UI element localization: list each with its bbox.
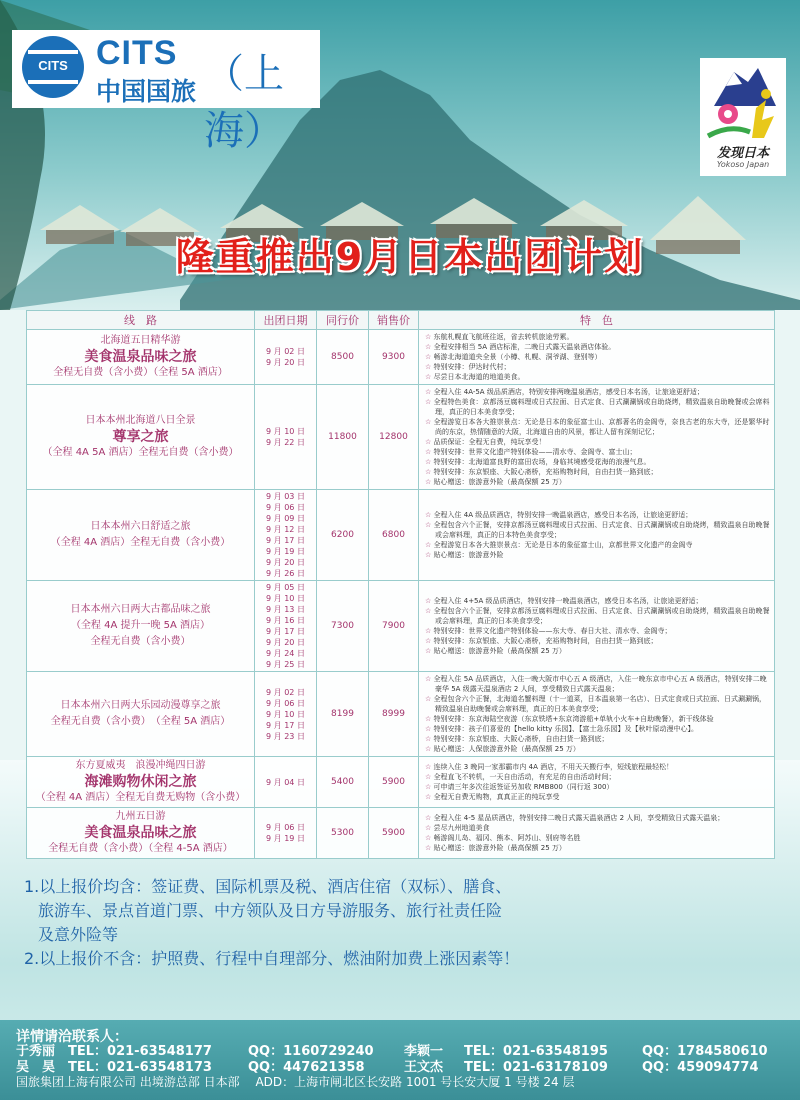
route-cell xyxy=(27,385,255,490)
peer-price-cell: 7300 xyxy=(317,581,369,672)
feature-item: ☆ 全程游览日本各大推崇景点：无论是日本的象征富士山、京都著名的金阁寺，奈良古老的东大寺，还是繁华时尚的东京，热情随意的大阪，北海道自由的风景，都让人留有深刻记忆； xyxy=(425,417,770,437)
column-header-peer-price: 同行价 xyxy=(317,311,369,330)
globe-band xyxy=(28,80,78,84)
feature-item: ☆ 特别安排：东京银座、大阪心斋桥，自由扫货一路到底； xyxy=(425,734,770,744)
logo-chinese-name: 中国国旅 xyxy=(96,77,197,106)
features-cell xyxy=(419,385,775,490)
table-row xyxy=(27,385,775,490)
departure-dates-cell: 9 月 06 日 9 月 19 日 xyxy=(255,808,317,859)
feature-item: ☆ 尽尝日本北海道的地道美食。 xyxy=(425,372,770,382)
price-notes xyxy=(24,875,584,971)
route-line: （全程 4A 酒店）全程无自费（含小费） xyxy=(50,537,231,548)
peer-price-cell: 6200 xyxy=(317,490,369,581)
feature-item: ☆ 特别安排：世界文化遗产特别体验——东大寺、春日大社、清水寺、金阁寺； xyxy=(425,626,770,636)
feature-list xyxy=(425,813,770,853)
feature-item: ☆ 全程包含六个正餐，北海道名蟹料理（十一道菜，日本温泉第一名店）、日式定食或日式拉面、日式涮涮锅，精致温泉自助晚餐或会席料理，真正的日本美食享受； xyxy=(425,694,770,714)
feature-item: ☆ 全程入住 4+5A 级品质酒店，特别安排一晚温泉酒店，感受日本名汤，让旅途更舒适； xyxy=(425,596,770,606)
features-cell xyxy=(419,490,775,581)
sale-price-cell: 7900 xyxy=(369,581,419,672)
contact-qq: QQ：447621358 xyxy=(248,1060,365,1075)
feature-item: ☆ 全程无自费无购物，真真正正的纯玩享受 xyxy=(425,792,770,802)
feature-item: ☆ 全程入住 5A 品质酒店，入住一晚大阪市中心五 A 级酒店，入住一晚东京市中心五 A 级酒店，特别安排二晚豪华 5A 级露天温泉酒店 2 人间，享受精致日式露天温泉； xyxy=(425,674,770,694)
feature-item: ☆ 特别安排：东京银座、大阪心斋桥，充裕购物时间，自由扫货一路到底； xyxy=(425,467,770,477)
route-line: 全程无自费（含小费）（全程 4-5A 酒店） xyxy=(48,843,233,854)
column-header-sale-price: 销售价 xyxy=(369,311,419,330)
route-line: 全程无自费（含小费） xyxy=(90,636,191,647)
route-line: 美食温泉品味之旅 xyxy=(84,349,197,365)
contact-qq: QQ：1160729240 xyxy=(248,1044,374,1059)
note-includes-cont: 及意外险等 xyxy=(38,925,119,944)
note-excludes: 2.以上报价不含：护照费、行程中自理部分、燃油附加费上涨因素等！ xyxy=(24,949,520,968)
peer-price-cell: 5300 xyxy=(317,808,369,859)
sale-price-cell: 12800 xyxy=(369,385,419,490)
feature-list xyxy=(425,387,770,487)
contact-tel: TEL：021-63548173 xyxy=(68,1060,212,1075)
route-line: 美食温泉品味之旅 xyxy=(84,825,197,841)
cits-logo xyxy=(12,30,320,154)
departure-dates-cell: 9 月 04 日 xyxy=(255,757,317,808)
feature-list xyxy=(425,510,770,560)
departure-dates-cell: 9 月 05 日 9 月 10 日 9 月 13 日 9 月 16 日 9 月 17 日 9 月 20 日 9 月 24 日 9 月 25 日 xyxy=(255,581,317,672)
peer-price-cell: 11800 xyxy=(317,385,369,490)
route-line: 日本本州六日两大乐园动漫尊享之旅 xyxy=(60,700,221,711)
contact-tel: TEL：021-63178109 xyxy=(464,1060,608,1075)
note-includes-cont: 旅游车、景点首道门票、中方领队及日方导游服务、旅行社责任险 xyxy=(38,901,503,920)
feature-item: ☆ 贴心赠送：人保旅游意外险（最高保额 25 万） xyxy=(425,744,770,754)
feature-item: ☆ 全程特色美食：京都汤豆腐料理或日式拉面、日式定食、日式涮涮锅或自助烧烤，精致温泉自助晚餐或会席料理，真正的日本美食享受； xyxy=(425,397,770,417)
feature-item: ☆ 全程包含六个正餐，安排京都汤豆腐料理或日式拉面、日式定食、日式涮涮锅或自助烧烤，精致温泉自助晚餐或会席料理，真正的日本特色美食享受； xyxy=(425,520,770,540)
feature-item: ☆ 贴心赠送：旅游意外险（最高保额 25 万） xyxy=(425,646,770,656)
feature-list xyxy=(425,762,770,802)
company-address-footer: 国旅集团上海有限公司 出境游总部 日本部 ADD：上海市闸北区长安路 1001 号长安大厦 1 号楼 24 层 xyxy=(16,1075,575,1089)
japan-logo-caption: 发现日本 xyxy=(716,146,769,161)
route-line: 东方夏威夷 浪漫冲绳四日游 xyxy=(75,760,206,771)
route-line: 北海道五日精华游 xyxy=(100,335,181,346)
route-line: 日本本州六日舒适之旅 xyxy=(90,521,191,532)
sale-price-cell: 5900 xyxy=(369,808,419,859)
feature-item: ☆ 全程游览日本各大推崇景点：无论是日本的象征富士山，京都世界文化遗产的金阁寺 xyxy=(425,540,770,550)
feature-item: ☆ 贴心赠送：旅游意外险 xyxy=(425,550,770,560)
note-includes: 1.以上报价均含：签证费、国际机票及税、酒店住宿（双标）、膳食、 xyxy=(24,877,512,896)
route-line: 尊享之旅 xyxy=(112,429,169,445)
globe-icon xyxy=(22,36,84,98)
feature-item: ☆ 品质保证：全程无自费，纯玩享受！ xyxy=(425,437,770,447)
contact-qq: QQ：459094774 xyxy=(642,1060,759,1075)
feature-item: ☆ 贴心赠送：旅游意外险（最高保额 25 万） xyxy=(425,843,770,853)
feature-list xyxy=(425,674,770,754)
feature-item: ☆ 特别安排：孩子们喜爱的【hello kitty 乐园】、【富士急乐园】及【秋叶原动漫中心】。 xyxy=(425,724,770,734)
feature-item: ☆ 特别安排：伊达时代村； xyxy=(425,362,770,372)
route-line: 日本本州北海道八日全景 xyxy=(85,415,196,426)
logo-badge-text: CITS xyxy=(38,58,68,73)
page-headline: 隆重推出9月日本出团计划 xyxy=(175,235,645,279)
route-line: 日本本州六日两大古都品味之旅 xyxy=(70,604,211,615)
contact-tel: TEL：021-63548177 xyxy=(68,1044,212,1059)
column-header-dates: 出团日期 xyxy=(255,311,317,330)
feature-item: ☆ 特别安排：东京海陆空夜游（东京铁塔+东京湾游船+单轨小火车+自助晚餐），新干线体验 xyxy=(425,714,770,724)
column-header-features: 特 色 xyxy=(419,311,775,330)
peer-price-cell: 8199 xyxy=(317,672,369,757)
route-line: 九州五日游 xyxy=(115,811,166,822)
logo-city-name: （上海） xyxy=(204,51,284,154)
feature-item: ☆ 全程直飞不转机，一天自由活动，有充足的自由活动时间； xyxy=(425,772,770,782)
feature-item: ☆ 畅游北海道道央全景（小樽、札幌、洞爷湖、登别等） xyxy=(425,352,770,362)
sale-price-cell: 9300 xyxy=(369,330,419,385)
table-row xyxy=(27,672,775,757)
feature-list xyxy=(425,332,770,382)
contact-name: 李颖一 xyxy=(404,1044,444,1059)
route-cell xyxy=(27,490,255,581)
contact-name: 吴 昊 xyxy=(16,1060,56,1075)
feature-item: ☆ 特别安排：东京银座、大阪心斋桥，充裕购物时间，自由扫货一路到底； xyxy=(425,636,770,646)
table-row xyxy=(27,808,775,859)
route-cell xyxy=(27,672,255,757)
sale-price-cell: 6800 xyxy=(369,490,419,581)
sale-price-cell: 8999 xyxy=(369,672,419,757)
contact-heading: 详情请洽联系人： xyxy=(16,1029,128,1045)
feature-item: ☆ 东航札幌直飞航班往返，省去转机旅途劳累。 xyxy=(425,332,770,342)
japan-logo-subtitle: Yokoso Japan xyxy=(716,160,770,169)
feature-item: ☆ 全程入住 4-5 星品质酒店，特别安排二晚日式露天温泉酒店 2 人间，享受精致日式露天温泉； xyxy=(425,813,770,823)
globe-band xyxy=(28,50,78,54)
route-line: （全程 4A 提升一晚 5A 酒店） xyxy=(70,620,211,631)
contact-qq: QQ：1784580610 xyxy=(642,1044,768,1059)
route-line: （全程 4A 酒店）全程无自费无购物（含小费） xyxy=(35,792,246,803)
visit-japan-logo xyxy=(700,58,786,176)
features-cell xyxy=(419,330,775,385)
contact-name: 于秀丽 xyxy=(16,1044,56,1059)
feature-item: ☆ 特别安排：北海道富良野的富田农场，身临其境感受花海的浪漫气息。 xyxy=(425,457,770,467)
contact-name: 王文杰 xyxy=(404,1060,444,1075)
feature-item: ☆ 特别安排：世界文化遗产特别体验——清水寺、金阁寺、富士山； xyxy=(425,447,770,457)
table-row xyxy=(27,581,775,672)
sale-price-cell: 5900 xyxy=(369,757,419,808)
feature-item: ☆ 全程包含六个正餐，安排京都汤豆腐料理或日式拉面、日式定食、日式涮涮锅或自助烧烤，精致温泉自助晚餐或会席料理，真正的日本美食享受； xyxy=(425,606,770,626)
feature-item: ☆ 全程入住 4A-5A 级品质酒店，特别安排两晚温泉酒店，感受日本名汤，让旅途更舒适； xyxy=(425,387,770,397)
mount-fuji-icon xyxy=(700,58,786,142)
feature-list xyxy=(425,596,770,656)
feature-item: ☆ 可申请三年多次往返签证另加收 RMB800（同行返 300） xyxy=(425,782,770,792)
logo-english-name: CITS xyxy=(96,34,178,72)
table-row xyxy=(27,330,775,385)
column-header-route: 线 路 xyxy=(27,311,255,330)
table-body xyxy=(27,330,775,859)
route-cell xyxy=(27,757,255,808)
peer-price-cell: 5400 xyxy=(317,757,369,808)
contact-tel: TEL：021-63548195 xyxy=(464,1044,608,1059)
route-line: 海滩购物休闲之旅 xyxy=(84,774,197,790)
route-line: （全程 4A 5A 酒店）全程无自费（含小费） xyxy=(42,447,239,458)
route-line: 全程无自费（含小费）（全程 5A 酒店） xyxy=(53,367,228,378)
features-cell xyxy=(419,757,775,808)
departure-dates-cell: 9 月 02 日 9 月 06 日 9 月 10 日 9 月 17 日 9 月 23 日 xyxy=(255,672,317,757)
features-cell xyxy=(419,672,775,757)
route-cell xyxy=(27,808,255,859)
table-row xyxy=(27,490,775,581)
table-row xyxy=(27,757,775,808)
feature-item: ☆ 畅游阁儿岛、福冈、熊本、阿苏山、别府等名胜 xyxy=(425,833,770,843)
feature-item: ☆ 连续入住 3 晚同一家那霸市内 4A 酒店，不用天天搬行李，短线旅程最轻松！ xyxy=(425,762,770,772)
table-header-row xyxy=(27,311,775,330)
route-line: 全程无自费（含小费） （全程 5A 酒店） xyxy=(50,716,231,727)
feature-item: ☆ 尝尽九州地道美食 xyxy=(425,823,770,833)
departure-dates-cell: 9 月 03 日 9 月 06 日 9 月 09 日 9 月 12 日 9 月 17 日 9 月 19 日 9 月 20 日 9 月 26 日 xyxy=(255,490,317,581)
features-cell xyxy=(419,581,775,672)
departure-dates-cell: 9 月 02 日 9 月 20 日 xyxy=(255,330,317,385)
departure-dates-cell: 9 月 10 日 9 月 22 日 xyxy=(255,385,317,490)
peer-price-cell: 8500 xyxy=(317,330,369,385)
route-cell xyxy=(27,581,255,672)
tour-schedule-table xyxy=(26,310,775,859)
feature-item: ☆ 全程安排相当 5A 酒店标准，二晚日式露天温泉酒店体验。 xyxy=(425,342,770,352)
feature-item: ☆ 全程入住 4A 级品质酒店，特别安排一晚温泉酒店，感受日本名汤，让旅途更舒适； xyxy=(425,510,770,520)
features-cell xyxy=(419,808,775,859)
feature-item: ☆ 贴心赠送：旅游意外险（最高保额 25 万） xyxy=(425,477,770,487)
route-cell xyxy=(27,330,255,385)
